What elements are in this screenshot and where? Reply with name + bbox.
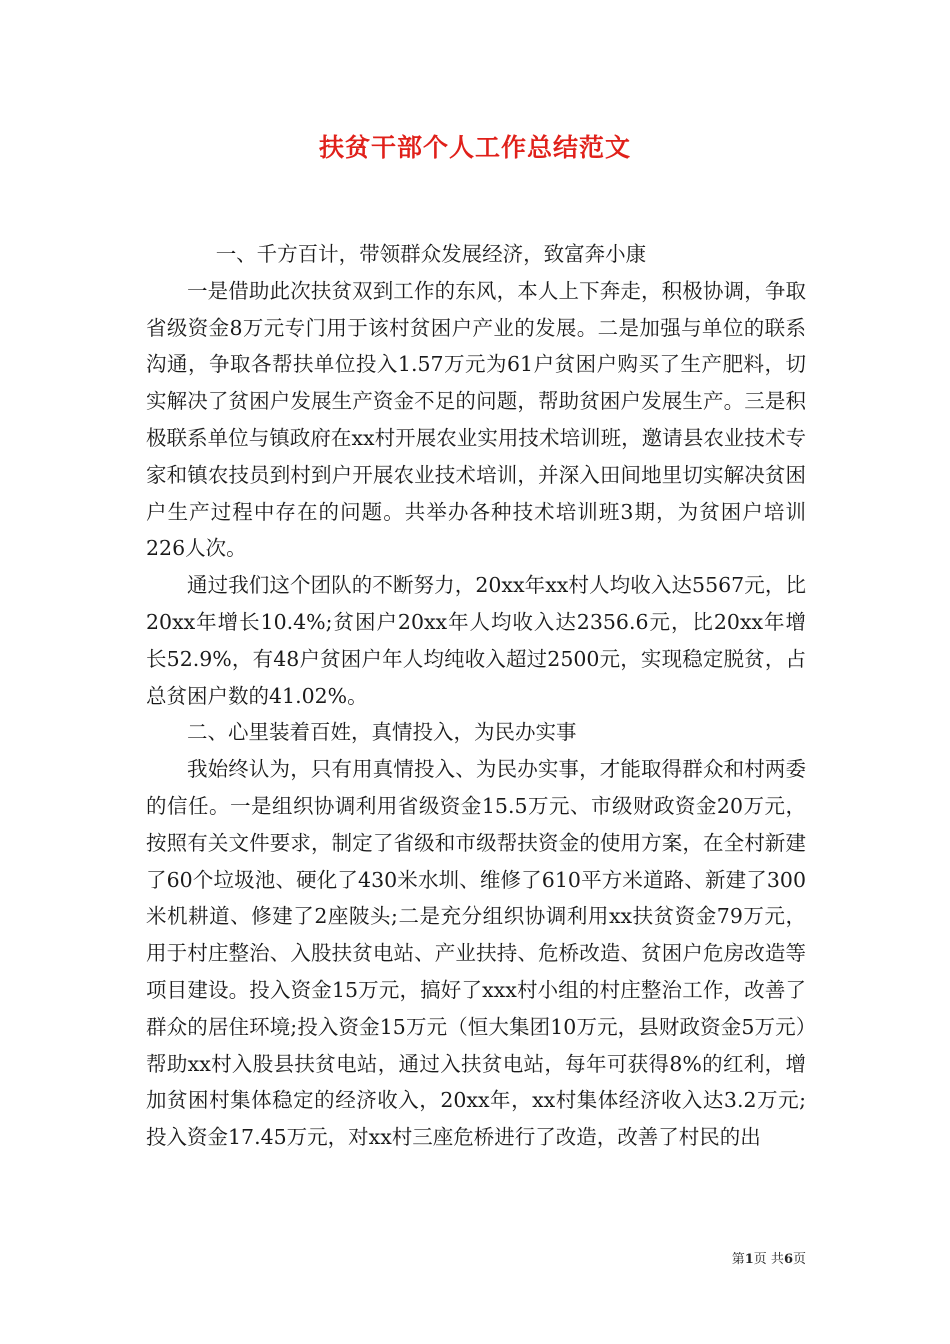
section-heading-1: 一、千方百计，带领群众发展经济，致富奔小康 (215, 242, 647, 266)
paragraph-3: 我始终认为，只有用真情投入、为民办实事，才能取得群众和村两委的信任。一是组织协调利用省级资金15.5万元、市级财政资金20万元，按照有关文件要求，制定了省级和市级帮扶资金的使用方案，在全村新建了60个垃圾池、硬化了430米水圳、维修了610平方米道路、新建了300米机耕道、修建了2座陂头;二是充分组织协调利用xx扶贫资金79万元，用于村庄整治、入股扶贫电站、产业扶持、危桥改造、贫困户危房改造等项目建设。投入资金15万元，搞好了xxx村小组的村庄整治工作，改善了群众的居住环境;投入资金15万元（恒大集团10万元，县财政资金5万元）帮助xx村入股县扶贫电站，通过入扶贫电站，每年可获得8%的红利，增加贫困村集体稳定的经济收入，20xx年，xx村集体经济收入达3.2万元;投入资金17.45万元，对xx村三座危桥进行了改造，改善了村民的出 (146, 757, 806, 1150)
current-page-number: 1 (744, 1252, 754, 1267)
footer-prefix: 第 (731, 1252, 745, 1267)
paragraph-1: 一是借助此次扶贫双到工作的东风，本人上下奔走，积极协调，争取省级资金8万元专门用于该村贫困户产业的发展。二是加强与单位的联系沟通，争取各帮扶单位投入1.57万元为61户贫困户购买了生产肥料，切实解决了贫困户发展生产资金不足的问题，帮助贫困户发展生产。三是积极联系单位与镇政府在xx村开展农业实用技术培训班，邀请县农业技术专家和镇农技员到村到户开展农业技术培训，并深入田间地里切实解决贫困户生产过程中存在的问题。共举办各种技术培训班3期，为贫困户培训226人次。 (146, 278, 806, 561)
document-title: 扶贫干部个人工作总结范文 (318, 133, 631, 162)
total-pages-number: 6 (783, 1252, 793, 1267)
page-footer (0, 1248, 806, 1267)
footer-middle: 页 共 (753, 1252, 784, 1267)
paragraph-2: 通过我们这个团队的不断努力，20xx年xx村人均收入达5567元，比20xx年增长10.4%;贫困户20xx年人均收入达2356.6元，比20xx年增长52.9%，有48户贫困户年人均纯收入超过2500元，实现稳定脱贫，占总贫困户数的41.02%。 (146, 573, 806, 708)
footer-suffix: 页 (792, 1252, 806, 1267)
document-body (146, 236, 806, 1156)
section-heading-2: 二、心里装着百姓，真情投入，为民办实事 (187, 720, 577, 745)
